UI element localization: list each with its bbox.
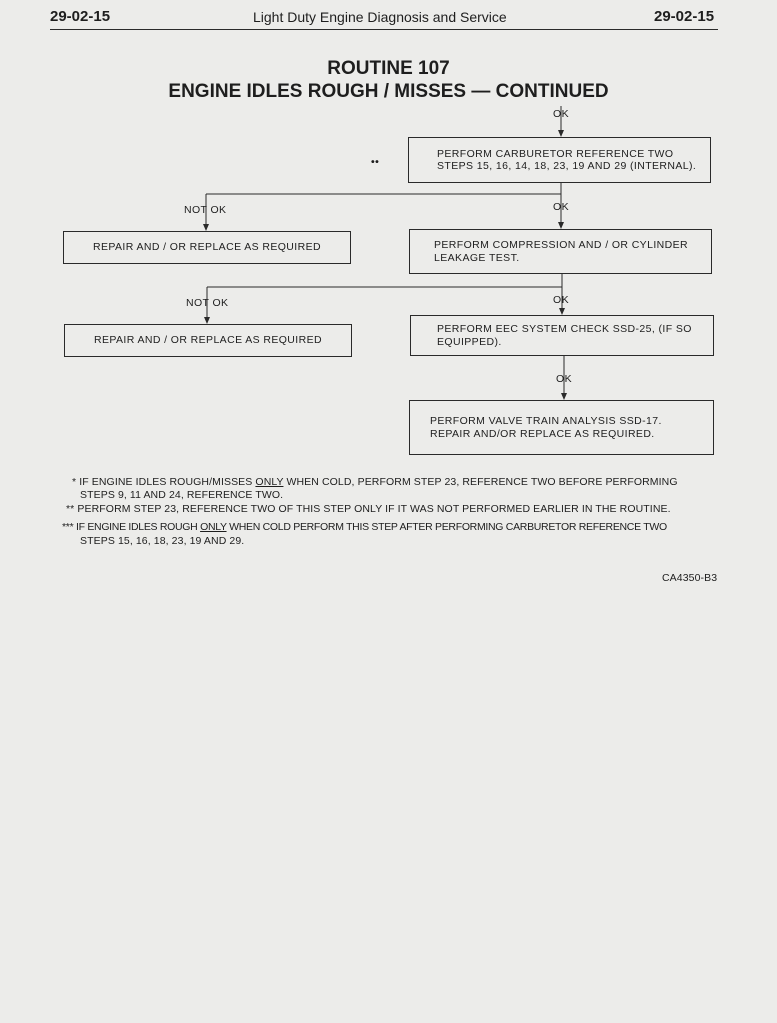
routine-subtitle: ENGINE IDLES ROUGH / MISSES — CONTINUED: [168, 81, 609, 102]
step-compression-test: PERFORM COMPRESSION AND / OR CYLINDER LEAKAGE TEST.: [409, 229, 712, 274]
label-ok-1: OK: [553, 201, 569, 213]
footnote-3-cont: STEPS 15, 16, 18, 23, 19 AND 29.: [80, 535, 245, 547]
footnote-1-cont: STEPS 9, 11 AND 24, REFERENCE TWO.: [80, 489, 284, 501]
label-not-ok-1: NOT OK: [184, 204, 227, 216]
step-valve-train-analysis: PERFORM VALVE TRAIN ANALYSIS SSD-17. REPAIR AND/OR REPLACE AS REQUIRED.: [409, 400, 714, 455]
repair-box-1: REPAIR AND / OR REPLACE AS REQUIRED: [63, 231, 351, 264]
label-ok-2: OK: [553, 294, 569, 306]
arrow-head: [558, 222, 564, 229]
arrow-head: [561, 393, 567, 400]
figure-id: CA4350-B3: [662, 572, 718, 584]
arrow-head: [558, 130, 564, 137]
running-header: Light Duty Engine Diagnosis and Service: [253, 9, 507, 25]
arrow-head: [559, 308, 565, 315]
footnote-2: ** PERFORM STEP 23, REFERENCE TWO OF THIS STEP ONLY IF IT WAS NOT PERFORMED EARLIER IN THE ROUTINE.: [66, 503, 671, 515]
label-ok-3: OK: [556, 373, 572, 385]
footnote-1: * IF ENGINE IDLES ROUGH/MISSES ONLY WHEN COLD, PERFORM STEP 23, REFERENCE TWO BEFORE PERFORMING: [72, 476, 678, 488]
page-number-right: 29-02-15: [654, 8, 715, 25]
arrow-head: [203, 224, 209, 231]
page-number-left: 29-02-15: [50, 8, 111, 25]
routine-title: ROUTINE 107: [327, 58, 450, 79]
step-carburetor-reference: PERFORM CARBURETOR REFERENCE TWO STEPS 15, 16, 14, 18, 23, 19 AND 29 (INTERNAL).: [408, 137, 711, 183]
repair-box-2: REPAIR AND / OR REPLACE AS REQUIRED: [64, 324, 352, 357]
double-asterisk-marker: ••: [371, 156, 380, 168]
label-not-ok-2: NOT OK: [186, 297, 229, 309]
step-eec-system-check: PERFORM EEC SYSTEM CHECK SSD-25, (IF SO EQUIPPED).: [410, 315, 714, 356]
label-ok-top: OK: [553, 108, 569, 120]
arrow-head: [204, 317, 210, 324]
footnote-3: *** IF ENGINE IDLES ROUGH ONLY WHEN COLD PERFORM THIS STEP AFTER PERFORMING CARBURETOR REFERENCE TWO: [62, 521, 667, 533]
